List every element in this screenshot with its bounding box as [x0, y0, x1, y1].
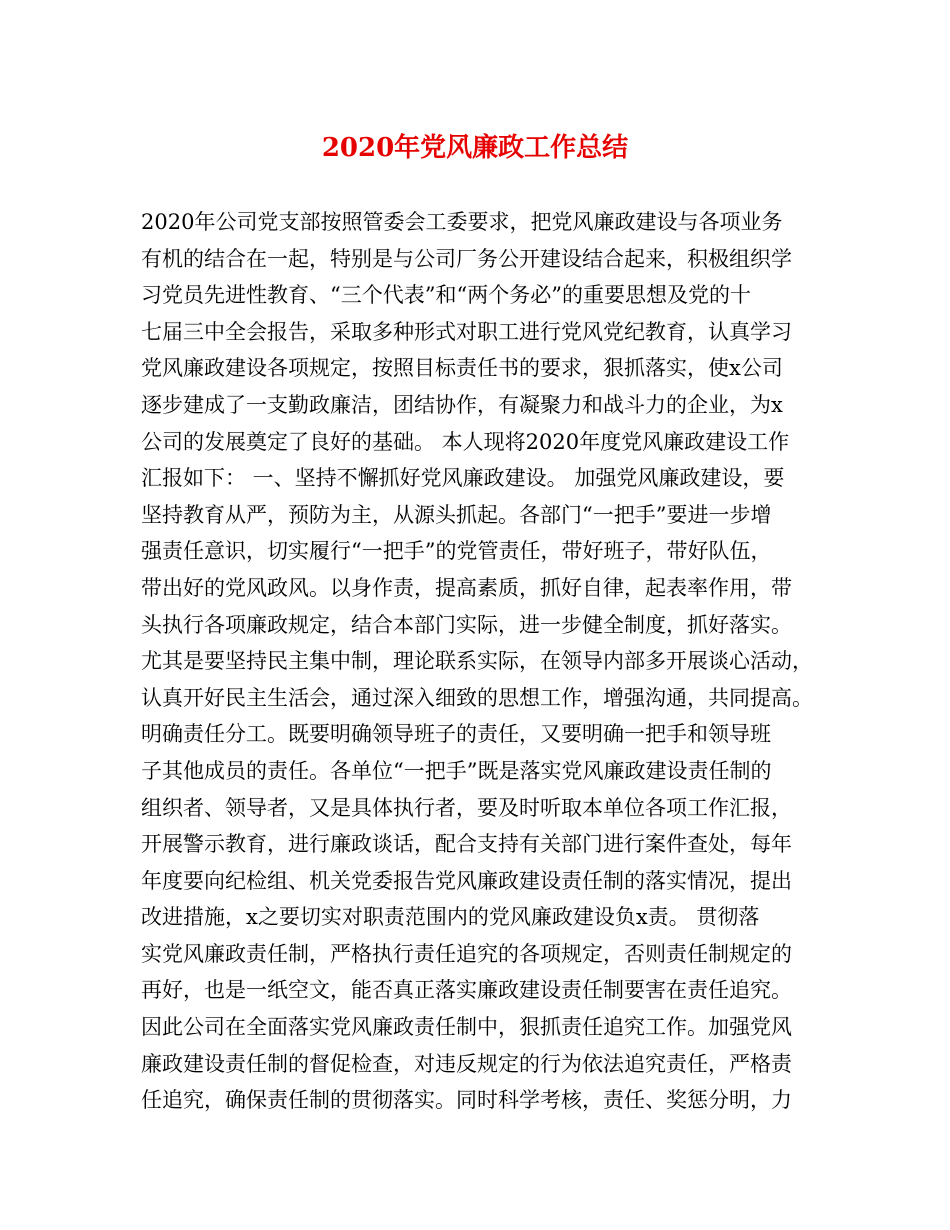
body-line: 再好，也是一纸空文，能否真正落实廉政建设责任制要害在责任追究。 — [141, 978, 792, 1003]
body-line: 组织者、领导者，又是具体执行者，要及时听取本单位各项工作汇报， — [141, 795, 792, 820]
body-line: 有机的结合在一起，特别是与公司厂务公开建设结合起来，积极组织学 — [141, 246, 792, 271]
body-line: 廉政建设责任制的督促检查，对违反规定的行为依法追究责任，严格责 — [141, 1051, 792, 1076]
body-line: 子其他成员的责任。各单位“一把手”既是落实党风廉政建设责任制的 — [141, 758, 772, 783]
body-line: 2020年公司党支部按照管委会工委要求，把党风廉政建设与各项业务 — [141, 210, 783, 234]
body-line: 七届三中全会报告，采取多种形式对职工进行党风党纪教育，认真学习 — [141, 319, 792, 344]
body-line: 改进措施，x之要切实对职责范围内的党风廉政建设负x责。 贯彻落 — [141, 905, 760, 930]
body-line: 因此公司在全面落实党风廉政责任制中，狠抓责任追究工作。加强党风 — [141, 1015, 792, 1040]
document-body — [141, 204, 826, 1119]
body-line: 公司的发展奠定了良好的基础。 本人现将2020年度党风廉政建设工作 — [141, 429, 790, 454]
body-line: 尤其是要坚持民主集中制，理论联系实际，在领导内部多开展谈心活动， — [141, 649, 813, 674]
body-line: 强责任意识，切实履行“一把手”的党管责任，带好班子，带好队伍， — [141, 539, 772, 564]
body-line: 习党员先进性教育、“三个代表”和“两个务必”的重要思想及党的十 — [141, 283, 751, 308]
body-line: 明确责任分工。既要明确领导班子的责任，又要明确一把手和领导班 — [141, 722, 771, 747]
body-line: 年度要向纪检组、机关党委报告党风廉政建设责任制的落实情况，提出 — [141, 868, 792, 893]
body-line: 逐步建成了一支勤政廉洁，团结协作，有凝聚力和战斗力的企业，为x — [141, 392, 783, 417]
body-line: 认真开好民主生活会，通过深入细致的思想工作，增强沟通，共同提高。 — [141, 685, 813, 710]
body-line: 任追究，确保责任制的贯彻落实。同时科学考核，责任、奖惩分明，力 — [141, 1088, 792, 1113]
body-line: 开展警示教育，进行廉政谈话，配合支持有关部门进行案件查处，每年 — [141, 832, 792, 857]
document-title: 2020年党风廉政工作总结 — [321, 133, 629, 163]
body-line: 党风廉政建设各项规定，按照目标责任书的要求，狠抓落实，使x公司 — [141, 356, 783, 381]
body-line: 坚持教育从严，预防为主，从源头抓起。各部门“一把手”要进一步增 — [141, 502, 772, 527]
body-line: 带出好的党风政风。以身作责，提高素质，抓好自律，起表率作用，带 — [141, 575, 792, 600]
body-line: 头执行各项廉政规定，结合本部门实际，进一步健全制度，抓好落实。 — [141, 612, 792, 637]
body-line: 汇报如下： 一、坚持不懈抓好党风廉政建设。 加强党风廉政建设，要 — [141, 466, 785, 491]
body-line: 实党风廉政责任制，严格执行责任追究的各项规定，否则责任制规定的 — [141, 941, 792, 966]
